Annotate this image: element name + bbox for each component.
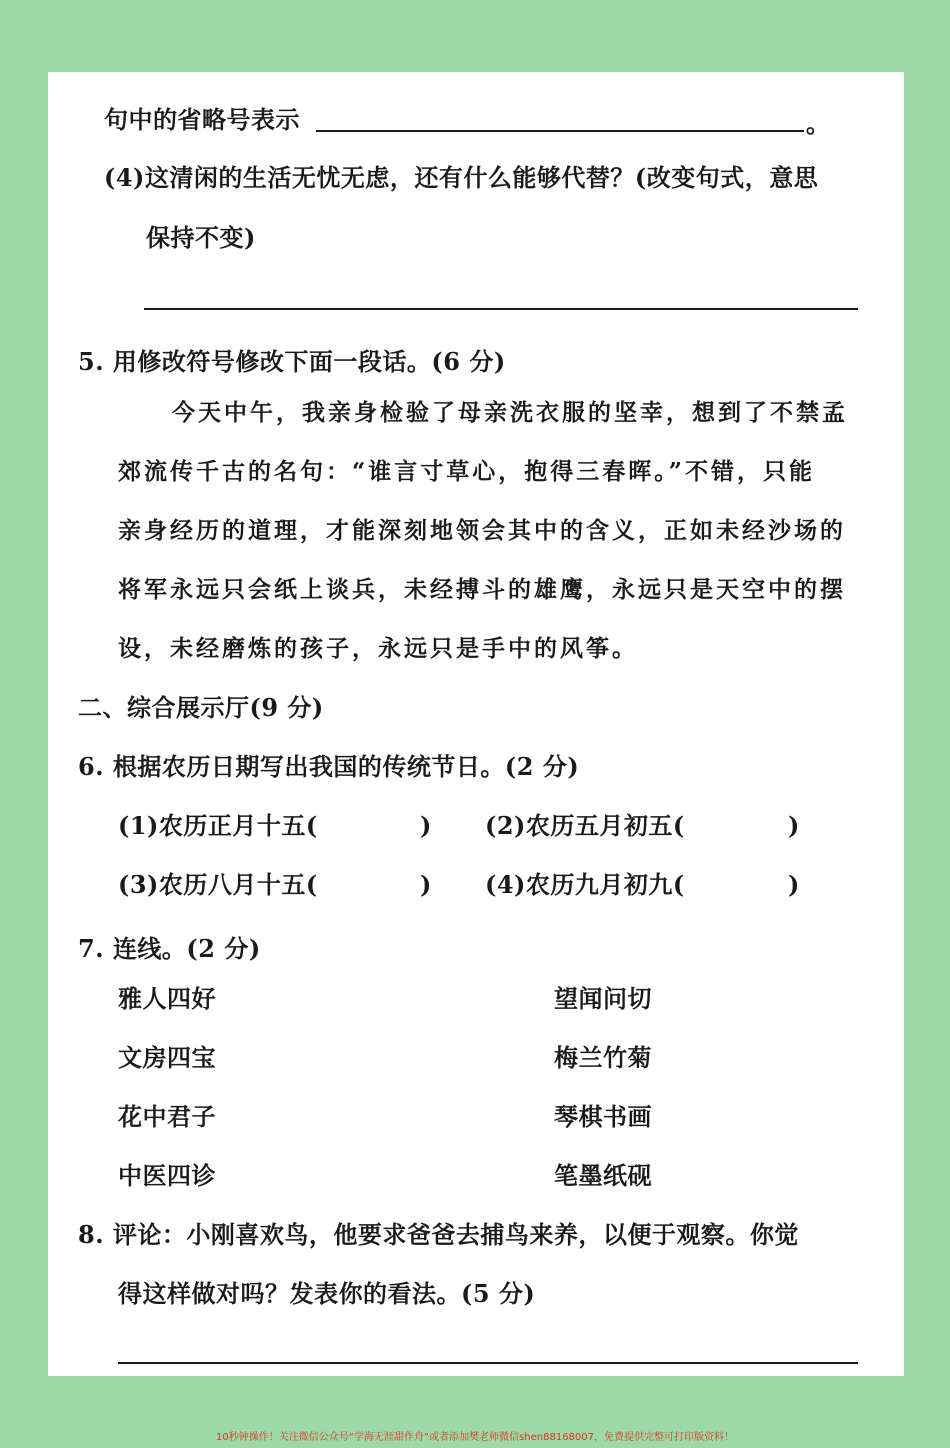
q5-passage-line-4: 将军永远只会纸上谈兵，未经搏斗的雄鹰，永远只是天空中的摆 xyxy=(118,576,846,603)
footer-promo-text: 10秒钟操作！关注微信公众号“学海无涯甜作舟”或者添加樊老师微信shen88168007，免费提供完整可打印版资料！ xyxy=(215,1432,735,1443)
q4-3-prompt: 句中的省略号表示 xyxy=(104,105,300,134)
q8-question-cont: 得这样做对吗？发表你的看法。(5 分) xyxy=(118,1279,536,1308)
q6-item-1-close: ) xyxy=(420,811,432,840)
q6-item-3: (3)农历八月十五( xyxy=(118,870,318,899)
q6-item-1: (1)农历正月十五( xyxy=(118,811,318,840)
q8-answer-line[interactable] xyxy=(118,1362,858,1364)
section-2-heading: 二、综合展示厅(9 分) xyxy=(78,693,324,722)
q6-item-2: (2)农历五月初五( xyxy=(485,811,685,840)
q4-4-answer-line[interactable] xyxy=(144,308,858,310)
q4-3-period: 。 xyxy=(806,109,831,138)
q5-passage-line-2: 郊流传千古的名句：“谁言寸草心，抱得三春晖。”不错，只能 xyxy=(118,458,815,485)
q6-item-2-close: ) xyxy=(788,811,800,840)
q8-question: 8. 评论：小刚喜欢鸟，他要求爸爸去捕鸟来养，以便于观察。你觉 xyxy=(78,1220,799,1249)
q7-left-item-2[interactable]: 文房四宝 xyxy=(118,1043,216,1072)
q5-passage-line-5: 设，未经磨炼的孩子，永远只是手中的风筝。 xyxy=(118,635,638,662)
q6-item-4-close: ) xyxy=(788,870,800,899)
q5-passage-line-1: 今天中午，我亲身检验了母亲洗衣服的坚幸，想到了不禁孟 xyxy=(172,399,848,426)
q7-right-item-4[interactable]: 笔墨纸砚 xyxy=(554,1161,652,1190)
q7-right-item-2[interactable]: 梅兰竹菊 xyxy=(554,1043,652,1072)
q6-item-4: (4)农历九月初九( xyxy=(485,870,685,899)
q7-right-item-3[interactable]: 琴棋书画 xyxy=(554,1102,652,1131)
q4-3-answer-line[interactable] xyxy=(316,130,804,132)
q7-left-item-4[interactable]: 中医四诊 xyxy=(118,1161,216,1190)
q4-4-question: (4)这清闲的生活无忧无虑，还有什么能够代替？(改变句式，意思 xyxy=(104,163,819,192)
q4-4-question-cont: 保持不变) xyxy=(146,223,256,252)
q6-item-3-close: ) xyxy=(420,870,432,899)
q7-left-item-1[interactable]: 雅人四好 xyxy=(118,984,216,1013)
q7-title: 7. 连线。(2 分) xyxy=(78,934,261,963)
q5-passage-line-3: 亲身经历的道理，才能深刻地领会其中的含义，正如未经沙场的 xyxy=(118,517,846,544)
q7-right-item-1[interactable]: 望闻问切 xyxy=(554,984,652,1013)
q6-title: 6. 根据农历日期写出我国的传统节日。(2 分) xyxy=(78,752,580,781)
q7-left-item-3[interactable]: 花中君子 xyxy=(118,1102,216,1131)
q5-title: 5. 用修改符号修改下面一段话。(6 分) xyxy=(78,347,506,376)
